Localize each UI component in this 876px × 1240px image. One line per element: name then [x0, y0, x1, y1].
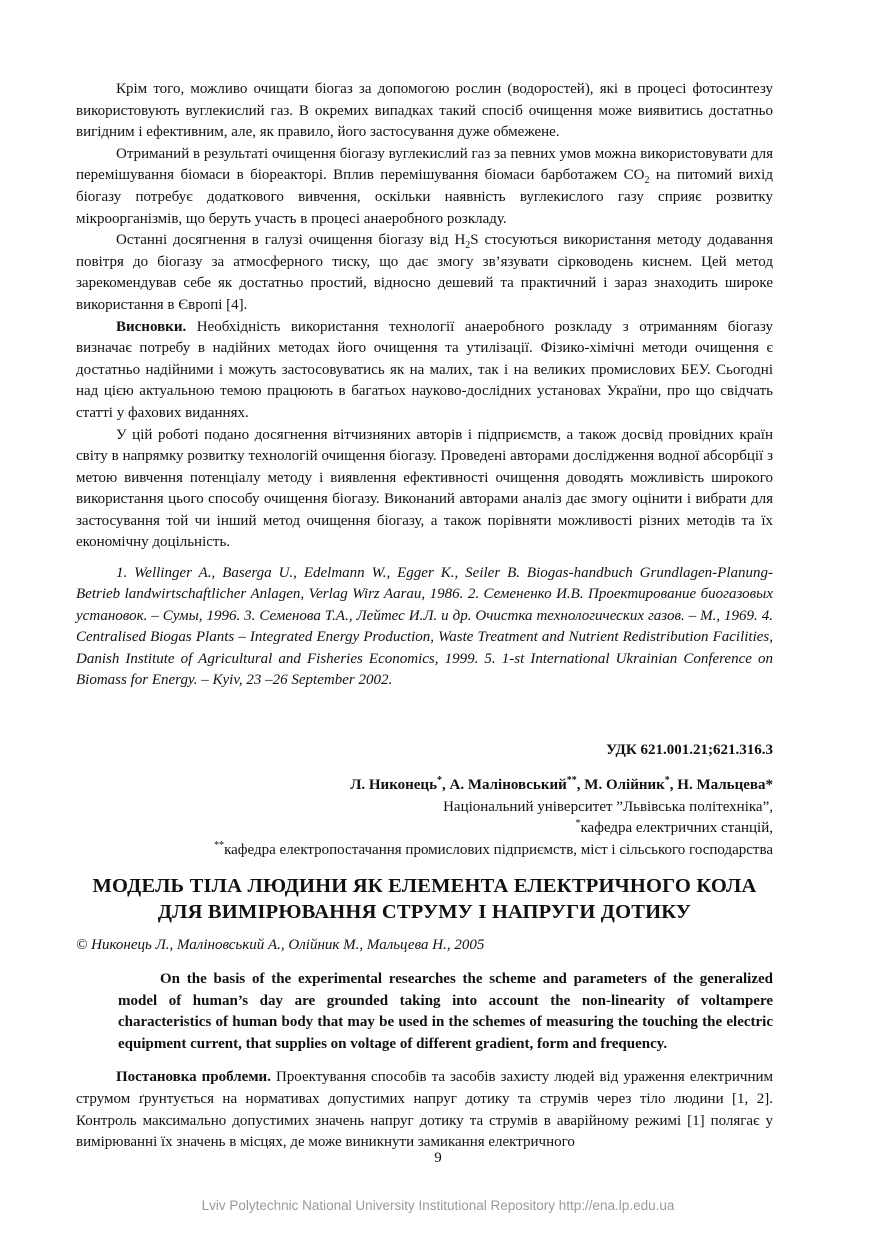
author-mark: ** [566, 775, 577, 787]
page-body [76, 79, 773, 1154]
subscript: 2 [644, 175, 650, 187]
affiliation-text: кафедра електричних станцій, [580, 820, 773, 837]
authors [76, 775, 773, 797]
affiliation-department-1 [76, 818, 773, 840]
page-number: 9 [434, 1150, 442, 1166]
text-segment: на питомий вихід біогазу потребує додаткового вивчення, оскільки наявність вуглекислого газу сприяє розвитку мікроорганізмів, що беруть участь в процесі анаеробного розкладу. [76, 167, 773, 227]
paragraph-problem [76, 1067, 773, 1153]
references: 1. Wellinger A., Baserga U., Edelmann W., Egger K., Seiler B. Biogas-handbuch Grundlagen-Planung-Betrieb landwirtschaftlicher Anlagen, Verlag Wirz Aarau, 1986. 2. Семененко И.В. Проектирование биогазовых установок. – Сумы, 1996. 3. Семенова Т.А., Лейтес И.Л. и др. Очистка технологических газов. – М., 1969. 4. Centralised Biogas Plants – Integrated Energy Production, Waste Treatment and Nutrient Redistribution Facilities, Danish Institute of Agricultural and Fisheries Economics, 1999. 5. 1-st International Ukrainian Conference on Biomass for Energy. – Kyiv, 23 –26 September 2002. [76, 565, 773, 689]
title-line-2: ДЛЯ ВИМІРЮВАННЯ СТРУМУ І НАПРУГИ ДОТИКУ [157, 901, 692, 924]
text-segment: Проектування способів та засобів захисту людей від ураження електричним струмом ґрунтується на нормативах допустимих напруг дотику та струмів через тіло людини [1, 2]. Контроль максимально допустимих значень напруг дотику та струмів в аварійному режимі [1] полягає у вимірюванні їх значень в місцях, де може виникнути замикання електричного [76, 1069, 773, 1151]
text-segment: Необхідність використання технології анаеробного розкладу з отриманням біогазу визначає потребу в надійних методах його очищення та утилізації. Фізико-хімічні методи очищення є достатньо надійними і можуть застосовуватись як на малих, так і на великих промислових БЕУ. Сьогодні над цією актуальною темою працюють в багатьох науково-дослідних установах України, про що свідчать статті у фахових виданнях. [76, 318, 773, 421]
text-segment: Останні досягнення в галузі очищення біогазу від H [116, 232, 466, 249]
affiliation-text: кафедра електропостачання промислових підприємств, міст і сільського господарства [224, 841, 773, 858]
repository-footer: Lviv Polytechnic National University Institutional Repository http://ena.lp.edu.ua [201, 1198, 675, 1213]
paragraph-conclusions [76, 317, 773, 425]
author-name: , Н. Мальцева* [669, 777, 773, 794]
author-name: , А. Маліновський [442, 777, 567, 794]
udc-code: УДК 621.001.21;621.316.3 [606, 741, 773, 758]
text-segment: S стосуються використання методу додавання повітря до біогазу за атмосферного тиску, що дає змогу зв’язувати сірководень киснем. Цей метод зарекомендував себе як достатньо простий, відносно дешевий та практичний і зараз знаходить широке використання в Європі [4]. [76, 232, 773, 313]
author-mark: * [437, 775, 443, 787]
author-name: Л. Никонець [350, 777, 438, 794]
paragraph-summary: У цій роботі подано досягнення вітчизняних авторів і підприємств, а також досвід провідних країн світу в напрямку розвитку технологій очищення біогазу. Проведені авторами дослідження водної абсорбції з метою вивчення потенціалу методу і виявлення ефективності очищення доводять можливість широкого використання цього способу очищення біогазу. Виконаний авторами аналіз дає змогу оцінити і вибрати для застосування той чи інший метод очищення біогазу, а також порівняти можливості різних методів та їх економічну доцільність. [76, 426, 773, 551]
problem-label: Постановка проблеми. [116, 1069, 271, 1086]
affiliation-mark: * [575, 818, 581, 830]
text-segment: Отриманий в результаті очищення біогазу вуглекислий газ за певних умов можна використовувати для перемішування біомаси в біореакторі. Вплив перемішування біомаси барботажем CO [76, 145, 773, 184]
author-name: , М. Олійник [576, 777, 665, 794]
article-title [76, 873, 773, 925]
author-mark: * [664, 775, 670, 787]
affiliation-mark: ** [214, 839, 225, 851]
conclusions-label: Висновки. [116, 318, 187, 335]
affiliation-department-2 [76, 840, 773, 862]
abstract: On the basis of the experimental researches the scheme and parameters of the generalized model of human’s day are grounded taking into account the non-linearity of voltampere characteristics of human body that may be used in the schemes of measuring the touching the electric equipment current, that supplies on voltage of different gradient, form and frequency. [118, 971, 773, 1052]
affiliation-university: Національний університет ”Львівська політехніка”, [443, 798, 773, 815]
paragraph-h2s [76, 230, 773, 316]
subscript: 2 [465, 240, 471, 252]
paragraph-co2-mixing [76, 144, 773, 230]
copyright: © Никонець Л., Маліновський А., Олійник М., Мальцева Н., 2005 [76, 937, 485, 954]
paragraph-plants: Крім того, можливо очищати біогаз за допомогою рослин (водоростей), які в процесі фотосинтезу використовують вуглекислий газ. В окремих випадках такий спосіб очищення може виявитись достатньо вигідним і ефективним, але, як правило, його застосування дуже обмежене. [76, 81, 773, 141]
title-line-1: МОДЕЛЬ ТІЛА ЛЮДИНИ ЯК ЕЛЕМЕНТА ЕЛЕКТРИЧНОГО КОЛА [92, 875, 757, 898]
